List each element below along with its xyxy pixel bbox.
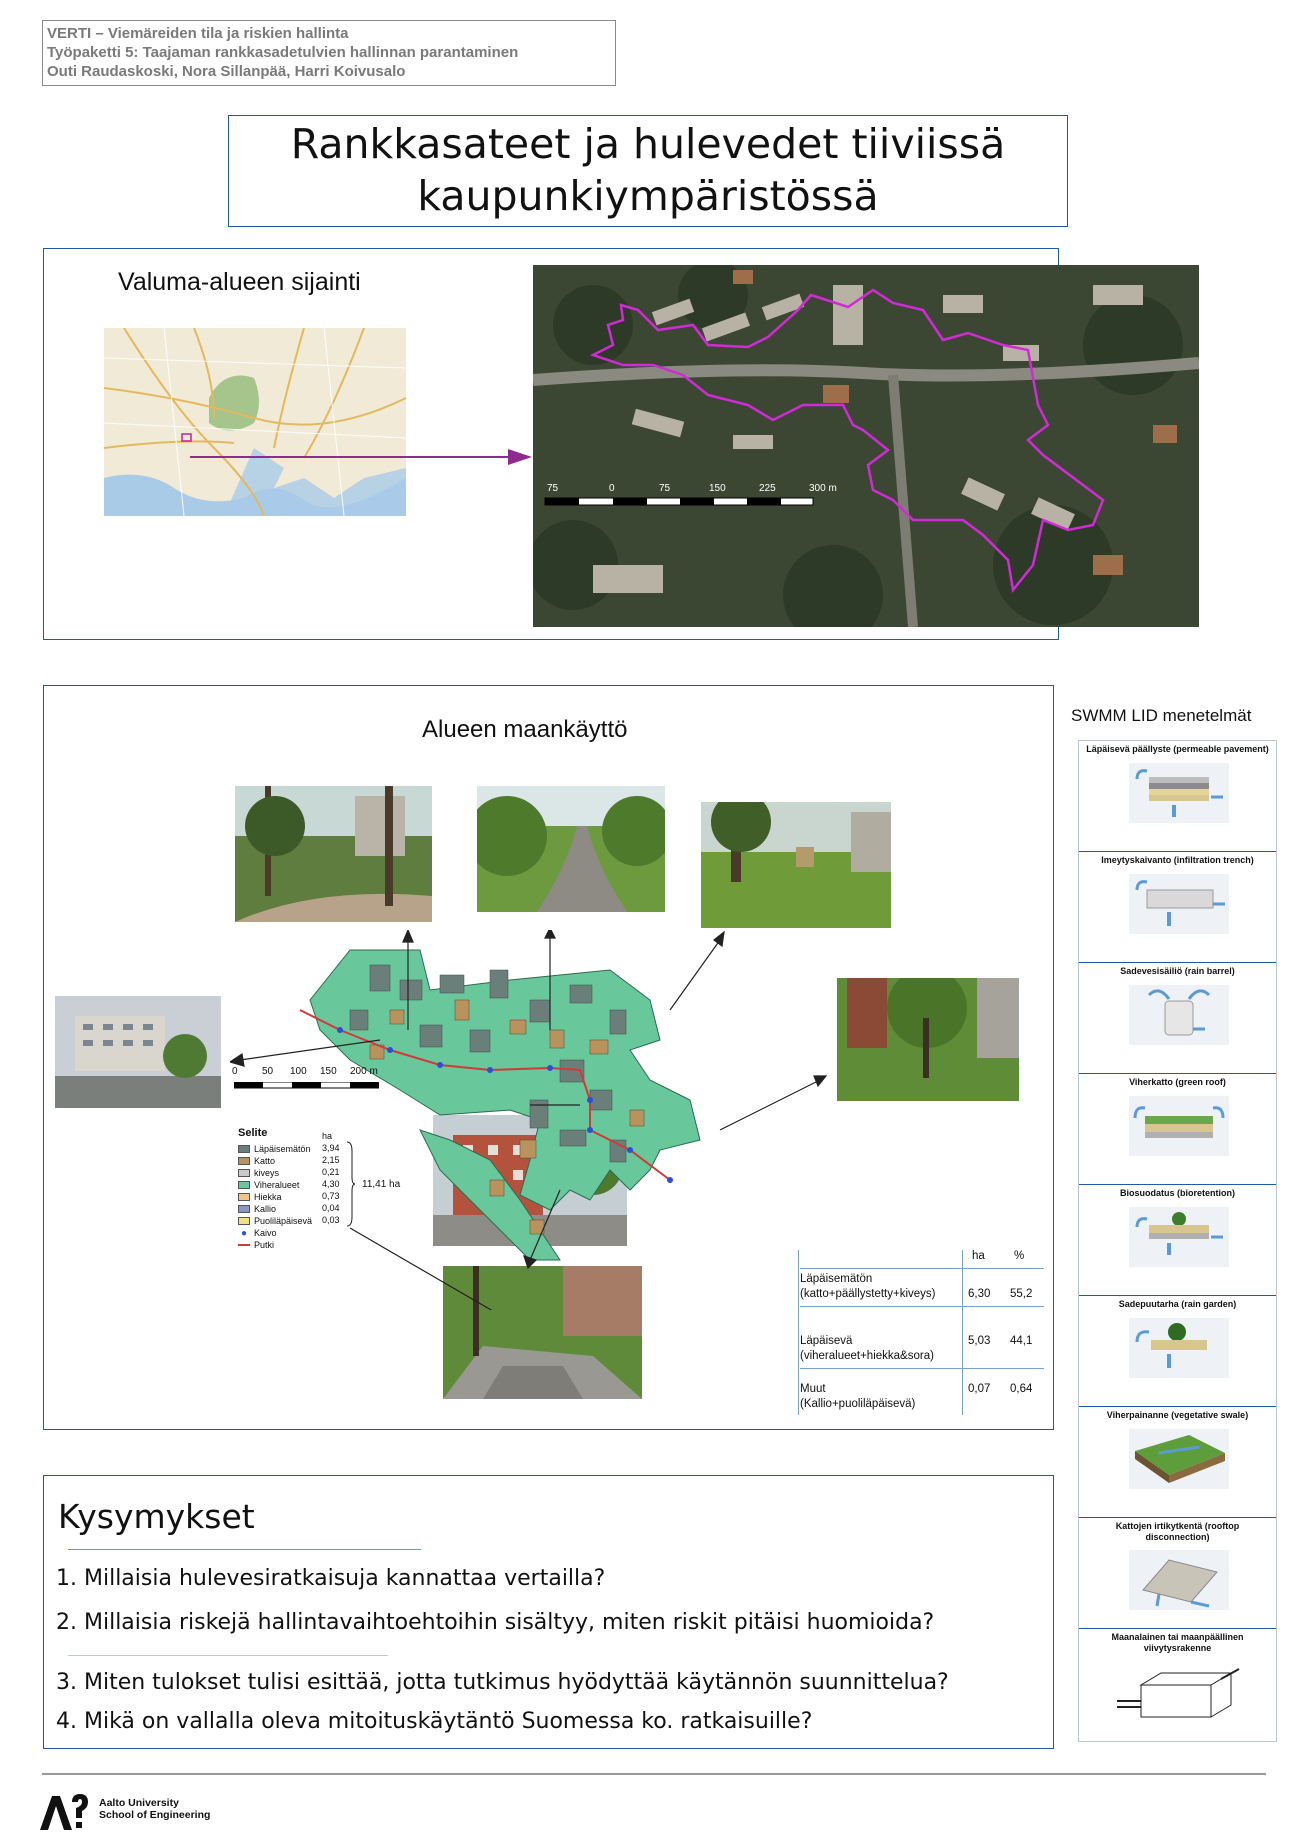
project-info-box: [42, 20, 616, 86]
legend-value: 0,73: [322, 1191, 340, 1201]
table-cell-pct: 44,1: [1010, 1335, 1033, 1347]
table-row-label: Läpäisemätön: [800, 1273, 873, 1285]
legend-label: Kallio: [254, 1204, 277, 1214]
questions-title: Kysymykset: [58, 1497, 255, 1536]
lid-item-green-roof: [1079, 1074, 1276, 1185]
aerial-photo-graphic: [533, 265, 1199, 627]
questions-rule: [68, 1549, 421, 1550]
table-header-ha: ha: [972, 1250, 985, 1262]
legend-row: [238, 1203, 276, 1215]
aerial-scale-label: 150: [709, 483, 726, 494]
photo-graphic: [837, 978, 1019, 1101]
legend-row: [238, 1215, 312, 1227]
legend-value: 3,94: [322, 1143, 340, 1153]
landuse-scale-label: 150: [320, 1066, 337, 1077]
overview-map-graphic: [104, 328, 406, 516]
lid-item-label: Viherkatto (green roof): [1129, 1077, 1226, 1087]
legend-row: [238, 1167, 279, 1179]
landuse-scale-label: 100: [290, 1066, 307, 1077]
work-package: Työpaketti 5: Taajaman rankkasadetulvien hallinnan parantaminen: [47, 44, 519, 61]
legend-row: [238, 1239, 274, 1251]
legend-value: 0,03: [322, 1215, 340, 1225]
poster-title-line1: Rankkasateet ja hulevedet tiiviissä: [290, 120, 1006, 168]
table-vrule: [798, 1250, 799, 1415]
lid-item-label: Kattojen irtikytkentä (rooftop disconnection): [1115, 1521, 1240, 1542]
photo-forest-path: [477, 786, 665, 912]
aerial-scale-label: 75: [659, 483, 671, 494]
legend-label: Katto: [254, 1156, 276, 1166]
photo-graphic: [235, 786, 432, 922]
question-item: 4. Mikä on vallalla oleva mitoituskäytäntö Suomessa ko. ratkaisuille?: [56, 1709, 813, 1734]
lid-item-label: Läpäisevä päällyste (permeable pavement): [1086, 744, 1269, 754]
legend-label: Viheralueet: [254, 1180, 300, 1190]
legend-row: [238, 1227, 277, 1239]
aalto-logo-text: [99, 1797, 210, 1821]
permeable-pavement-diagram: [1129, 763, 1229, 823]
legend-swatch: [238, 1217, 250, 1225]
rain-garden-diagram: [1129, 1318, 1229, 1378]
photo-graphic: [55, 996, 221, 1108]
lid-item-label: Sadepuutarha (rain garden): [1118, 1299, 1237, 1309]
landuse-scale-label: 50: [262, 1066, 274, 1077]
org-name: Aalto University: [99, 1797, 179, 1809]
aerial-scale-label: 0: [609, 483, 615, 494]
lid-item-bioretention: [1079, 1185, 1276, 1296]
question-item: 1. Millaisia hulevesiratkaisuja kannattaa vertailla?: [56, 1566, 606, 1591]
landuse-scale-labels: [232, 1066, 392, 1080]
bioretention-diagram: [1129, 1207, 1229, 1267]
question-item: 3. Miten tulokset tulisi esittää, jotta tutkimus hyödyttää käytännön suunnittelua?: [56, 1670, 949, 1695]
table-cell-ha: 0,07: [968, 1383, 991, 1395]
landuse-scale-bar: [234, 1082, 379, 1090]
photo-path-with-trees: [235, 786, 432, 922]
aerial-scale-label: 225: [759, 483, 776, 494]
legend-label: kiveys: [254, 1168, 280, 1178]
lid-item-infiltration-trench: [1079, 852, 1276, 963]
authors: Outi Raudaskoski, Nora Sillanpää, Harri Koivusalo: [47, 63, 406, 80]
lid-methods-column: [1078, 740, 1277, 1742]
aerial-scale-label: 300 m: [809, 483, 837, 494]
legend-value: 2,15: [322, 1155, 340, 1165]
legend-label: Puoliläpäisevä: [254, 1216, 313, 1226]
infiltration-trench-diagram: [1129, 874, 1229, 934]
table-rule: [800, 1368, 1044, 1369]
lid-item-label: Viherpainanne (vegetative swale): [1106, 1410, 1249, 1420]
overview-map: [104, 328, 406, 516]
table-header-pct: %: [1014, 1250, 1025, 1262]
legend-row: [238, 1143, 311, 1155]
rain-barrel-diagram: [1129, 985, 1229, 1045]
photo-graphic: [701, 802, 891, 928]
lid-item-label: Sadevesisäiliö (rain barrel): [1120, 966, 1235, 976]
legend-label: Putki: [254, 1240, 275, 1250]
legend-brace-icon: [346, 1141, 356, 1227]
legend-row: [238, 1155, 275, 1167]
table-cell-pct: 0,64: [1010, 1383, 1033, 1395]
legend-value: 4,30: [322, 1179, 340, 1189]
table-rule: [800, 1268, 1044, 1269]
location-arrow: [190, 445, 540, 469]
table-cell-ha: 6,30: [968, 1288, 991, 1300]
lid-item-label: Biosuodatus (bioretention): [1120, 1188, 1235, 1198]
photo-park-trees: [837, 978, 1019, 1101]
lid-item-rain-barrel: [1079, 963, 1276, 1074]
legend-total: 11,41 ha: [362, 1179, 401, 1190]
table-vrule: [962, 1250, 963, 1415]
legend-swatch: [238, 1193, 250, 1201]
table-row-label: Muut: [800, 1383, 826, 1395]
legend-label: Kaivo: [254, 1228, 277, 1238]
footer-rule: [42, 1773, 1266, 1775]
lid-item-vegetative-swale: [1079, 1407, 1276, 1518]
lid-item-rain-garden: [1079, 1296, 1276, 1407]
table-row-label: Läpäisevä: [800, 1335, 853, 1347]
legend-value: 0,04: [322, 1203, 340, 1213]
landuse-scale-label: 0: [232, 1066, 238, 1077]
lid-item-retention-structure: [1079, 1629, 1276, 1741]
landuse-scale-label: 200 m: [350, 1066, 378, 1077]
table-row-sublabel: (katto+päällystetty+kiveys): [800, 1288, 936, 1300]
legend-unit: ha: [322, 1131, 333, 1141]
legend-row: [238, 1191, 282, 1203]
legend-title: Selite: [238, 1127, 268, 1139]
legend-swatch: [238, 1157, 250, 1165]
table-cell-pct: 55,2: [1010, 1288, 1033, 1300]
aalto-logo-icon: [38, 1792, 90, 1832]
aerial-photo: [533, 265, 1199, 627]
legend-swatch: [238, 1181, 250, 1189]
photo-lawn-with-shed: [701, 802, 891, 928]
lid-item-rooftop-disconnection: [1079, 1518, 1276, 1629]
rooftop-disconnection-diagram: [1129, 1550, 1229, 1610]
question-item: 2. Millaisia riskejä hallintavaihtoehtoihin sisältyy, miten riskit pitäisi huomioida?: [56, 1610, 935, 1635]
legend-label: Läpäisemätön: [254, 1144, 311, 1154]
org-school: School of Engineering: [99, 1809, 211, 1821]
photo-apartment-building: [55, 996, 221, 1108]
landuse-title: Alueen maankäyttö: [422, 716, 628, 743]
vegetative-swale-diagram: [1129, 1429, 1229, 1489]
landuse-legend: [238, 1125, 418, 1255]
table-row-sublabel: (viheralueet+hiekka&sora): [800, 1350, 934, 1362]
aerial-scale-labels: [547, 483, 847, 497]
location-title: Valuma-alueen sijainti: [118, 268, 361, 296]
aerial-scale-label: 75: [547, 483, 559, 494]
questions-rule: [68, 1655, 388, 1656]
green-roof-diagram: [1129, 1096, 1229, 1156]
legend-swatch: [238, 1205, 250, 1213]
table-rule: [800, 1306, 1044, 1307]
legend-swatch: [238, 1145, 250, 1153]
table-row-sublabel: (Kallio+puoliläpäisevä): [800, 1398, 916, 1410]
legend-value: 0,21: [322, 1167, 340, 1177]
legend-row: [238, 1179, 299, 1191]
lid-item-label: Imeytyskaivanto (infiltration trench): [1101, 855, 1254, 865]
project-name: VERTI – Viemäreiden tila ja riskien hallinta: [47, 25, 349, 42]
well-dot-icon: ●: [240, 1227, 248, 1239]
table-cell-ha: 5,03: [968, 1335, 991, 1347]
pipe-line-icon: [238, 1244, 250, 1246]
retention-basin-diagram: [1111, 1661, 1247, 1725]
lid-item-permeable-pavement: [1079, 741, 1276, 852]
legend-label: Hiekka: [254, 1192, 282, 1202]
lid-title: SWMM LID menetelmät: [1071, 706, 1252, 725]
legend-swatch: [238, 1169, 250, 1177]
photo-graphic: [477, 786, 665, 912]
poster-title-line2: kaupunkiympäristössä: [417, 172, 879, 220]
lid-item-label: Maanalainen tai maanpäällinen viivytysrakenne: [1111, 1632, 1244, 1653]
poster-title-box: [228, 115, 1068, 227]
